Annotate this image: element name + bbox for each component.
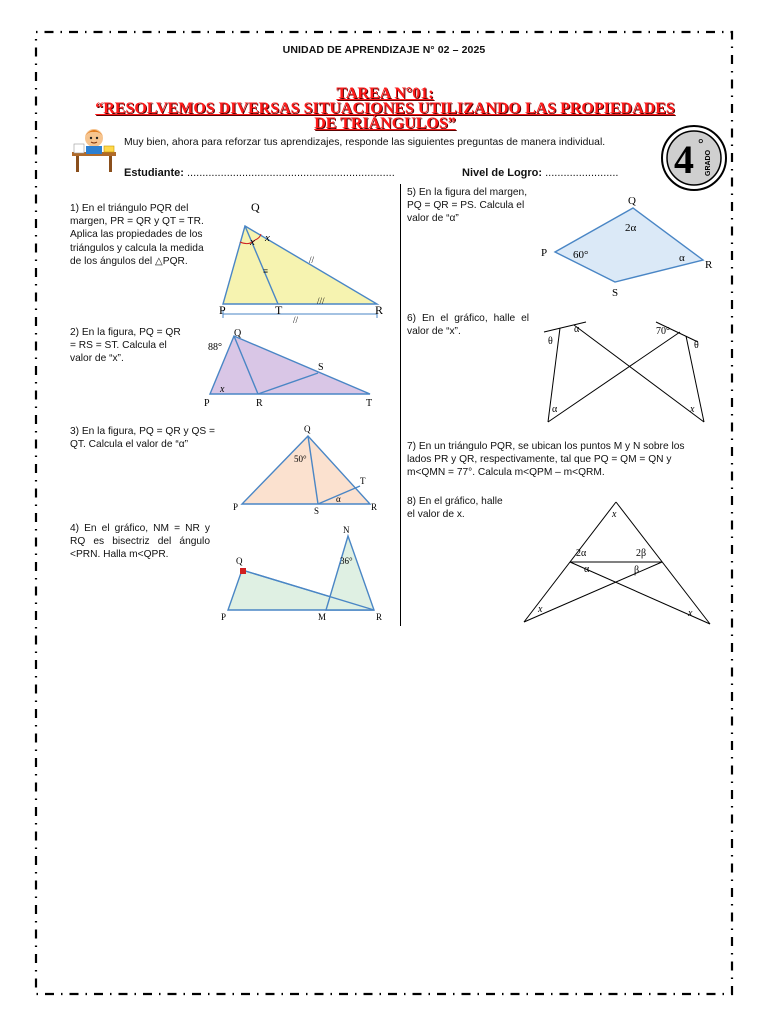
column-divider <box>400 184 401 626</box>
label-n: N <box>343 525 350 535</box>
figure-3-triangle <box>230 422 380 514</box>
figure-6-crossed-lines <box>538 318 718 430</box>
angle-60: 60° <box>573 249 589 261</box>
label-t: T <box>360 476 366 486</box>
angle-88: 88° <box>208 342 222 353</box>
quad-pqrs <box>555 208 703 282</box>
angle-theta-right: θ <box>694 340 699 351</box>
task-topic: “RESOLVEMOS DIVERSAS SITUACIONES UTILIZANDO LAS PROPIEDADES DE TRIÁNGULOS” <box>95 100 675 132</box>
label-s: S <box>318 362 324 373</box>
level-label: Nivel de Logro: <box>462 167 543 179</box>
label-p: P <box>233 502 239 512</box>
angle-alpha: α <box>584 564 590 575</box>
triangle-nmr <box>326 536 374 610</box>
angle-x: x <box>220 384 225 395</box>
task-number: TAREA N°01: <box>336 85 434 102</box>
triangle-pqr <box>223 226 377 304</box>
figure-5-quadrilateral <box>535 190 725 302</box>
label-s: S <box>612 287 619 299</box>
label-p: P <box>204 398 210 409</box>
figure-2-triangle <box>200 326 380 410</box>
angle-x-top: x <box>612 509 617 520</box>
label-q: Q <box>304 424 311 434</box>
label-p: P <box>221 612 227 622</box>
intro-text: Muy bien, ahora para reforzar tus aprendizajes, responde las siguientes preguntas de manera individual. <box>124 137 606 148</box>
label-s: S <box>314 506 320 514</box>
student-field <box>124 167 395 179</box>
student-blank: .................................................................... <box>186 167 395 179</box>
question-2: 2) En la figura, PQ = QR = RS = ST. Calcula el valor de “x”. <box>70 327 181 365</box>
grade-degree: ° <box>698 137 704 152</box>
angle-alpha: α <box>336 494 341 504</box>
angle-alpha-top: α <box>574 324 580 335</box>
triangle-pqr <box>242 436 370 504</box>
question-5: 5) En la figura del margen, PQ = QR = PS. Calcula el valor de “α” <box>407 187 528 225</box>
label-r: R <box>256 398 263 409</box>
question-8: 8) En el gráfico, halle el valor de x. <box>407 496 503 521</box>
label-q: Q <box>628 195 636 207</box>
label-q: Q <box>251 200 260 214</box>
unit-header: UNIDAD DE APRENDIZAJE N° 02 – 2025 <box>282 44 486 56</box>
label-r: R <box>376 612 383 622</box>
angle-36: 36° <box>340 556 353 566</box>
label-m: M <box>318 612 327 622</box>
angle-alpha-bottom: α <box>552 404 558 415</box>
level-blank: ........................ <box>545 167 619 179</box>
triangle-pqt <box>210 336 370 394</box>
student-at-desk-icon <box>66 124 122 174</box>
question-3: 3) En la figura, PQ = QR y QS = QT. Calcula el valor de “α” <box>70 426 215 451</box>
task-title <box>90 86 680 131</box>
label-t: T <box>275 303 283 317</box>
angle-2alpha: 2α <box>625 222 637 234</box>
label-r: R <box>375 303 384 317</box>
grade-number: 4 <box>674 137 694 182</box>
label-p: P <box>541 247 548 259</box>
label-r: R <box>705 259 713 271</box>
angle-x-right: x <box>688 608 693 619</box>
figure-4-diagram <box>218 522 388 622</box>
angle-x-left: x <box>538 604 543 615</box>
label-r: R <box>371 502 378 512</box>
question-6: 6) En el gráfico, halle el valor de “x”. <box>407 313 529 338</box>
tick-pr: // <box>293 315 299 325</box>
grade-badge <box>660 124 728 192</box>
student-label: Estudiante: <box>124 167 184 179</box>
figure-8-diagram <box>520 496 714 628</box>
angle-70: 70° <box>656 326 670 337</box>
grade-word: GRADO <box>705 149 712 176</box>
label-p: P <box>219 303 226 317</box>
student-illustration <box>66 124 122 174</box>
angle-2alpha: 2α <box>576 548 587 559</box>
label-t: T <box>366 398 373 409</box>
angle-theta-left: θ <box>548 336 553 347</box>
tick-qr: // <box>309 255 315 265</box>
angle-beta: β <box>634 565 640 576</box>
figure-1-triangle-pqr <box>215 196 390 326</box>
angle-x: x <box>690 404 695 415</box>
level-field <box>462 167 618 179</box>
angle-alpha: α <box>679 252 685 264</box>
tick-tr: /// <box>317 296 325 306</box>
label-q: Q <box>234 328 242 339</box>
tick-qt: ≡ <box>263 266 269 276</box>
question-7: 7) En un triángulo PQR, se ubican los puntos M y N sobre los lados PR y QR, respectivamente, tal que PQ = QM = QN y m<QMN = 77°. Calcula m<QPM – m<QRM. <box>407 441 685 479</box>
grade-seal-icon <box>660 124 728 192</box>
label-q: Q <box>236 556 243 566</box>
angle-2beta: 2β <box>636 548 647 559</box>
question-4: 4) En el gráfico, NM = NR y RQ es bisectriz del ángulo <PRN. Halla m<QPR. <box>70 523 210 561</box>
angle-x2: x <box>265 232 270 244</box>
angle-x1: x <box>250 236 255 248</box>
angle-50: 50° <box>294 454 307 464</box>
question-1: 1) En el triángulo PQR del margen, PR = QR y QT = TR. Aplica las propiedades de los triángulos y calcula la medida de los ángulos del △PQR. <box>70 203 204 267</box>
